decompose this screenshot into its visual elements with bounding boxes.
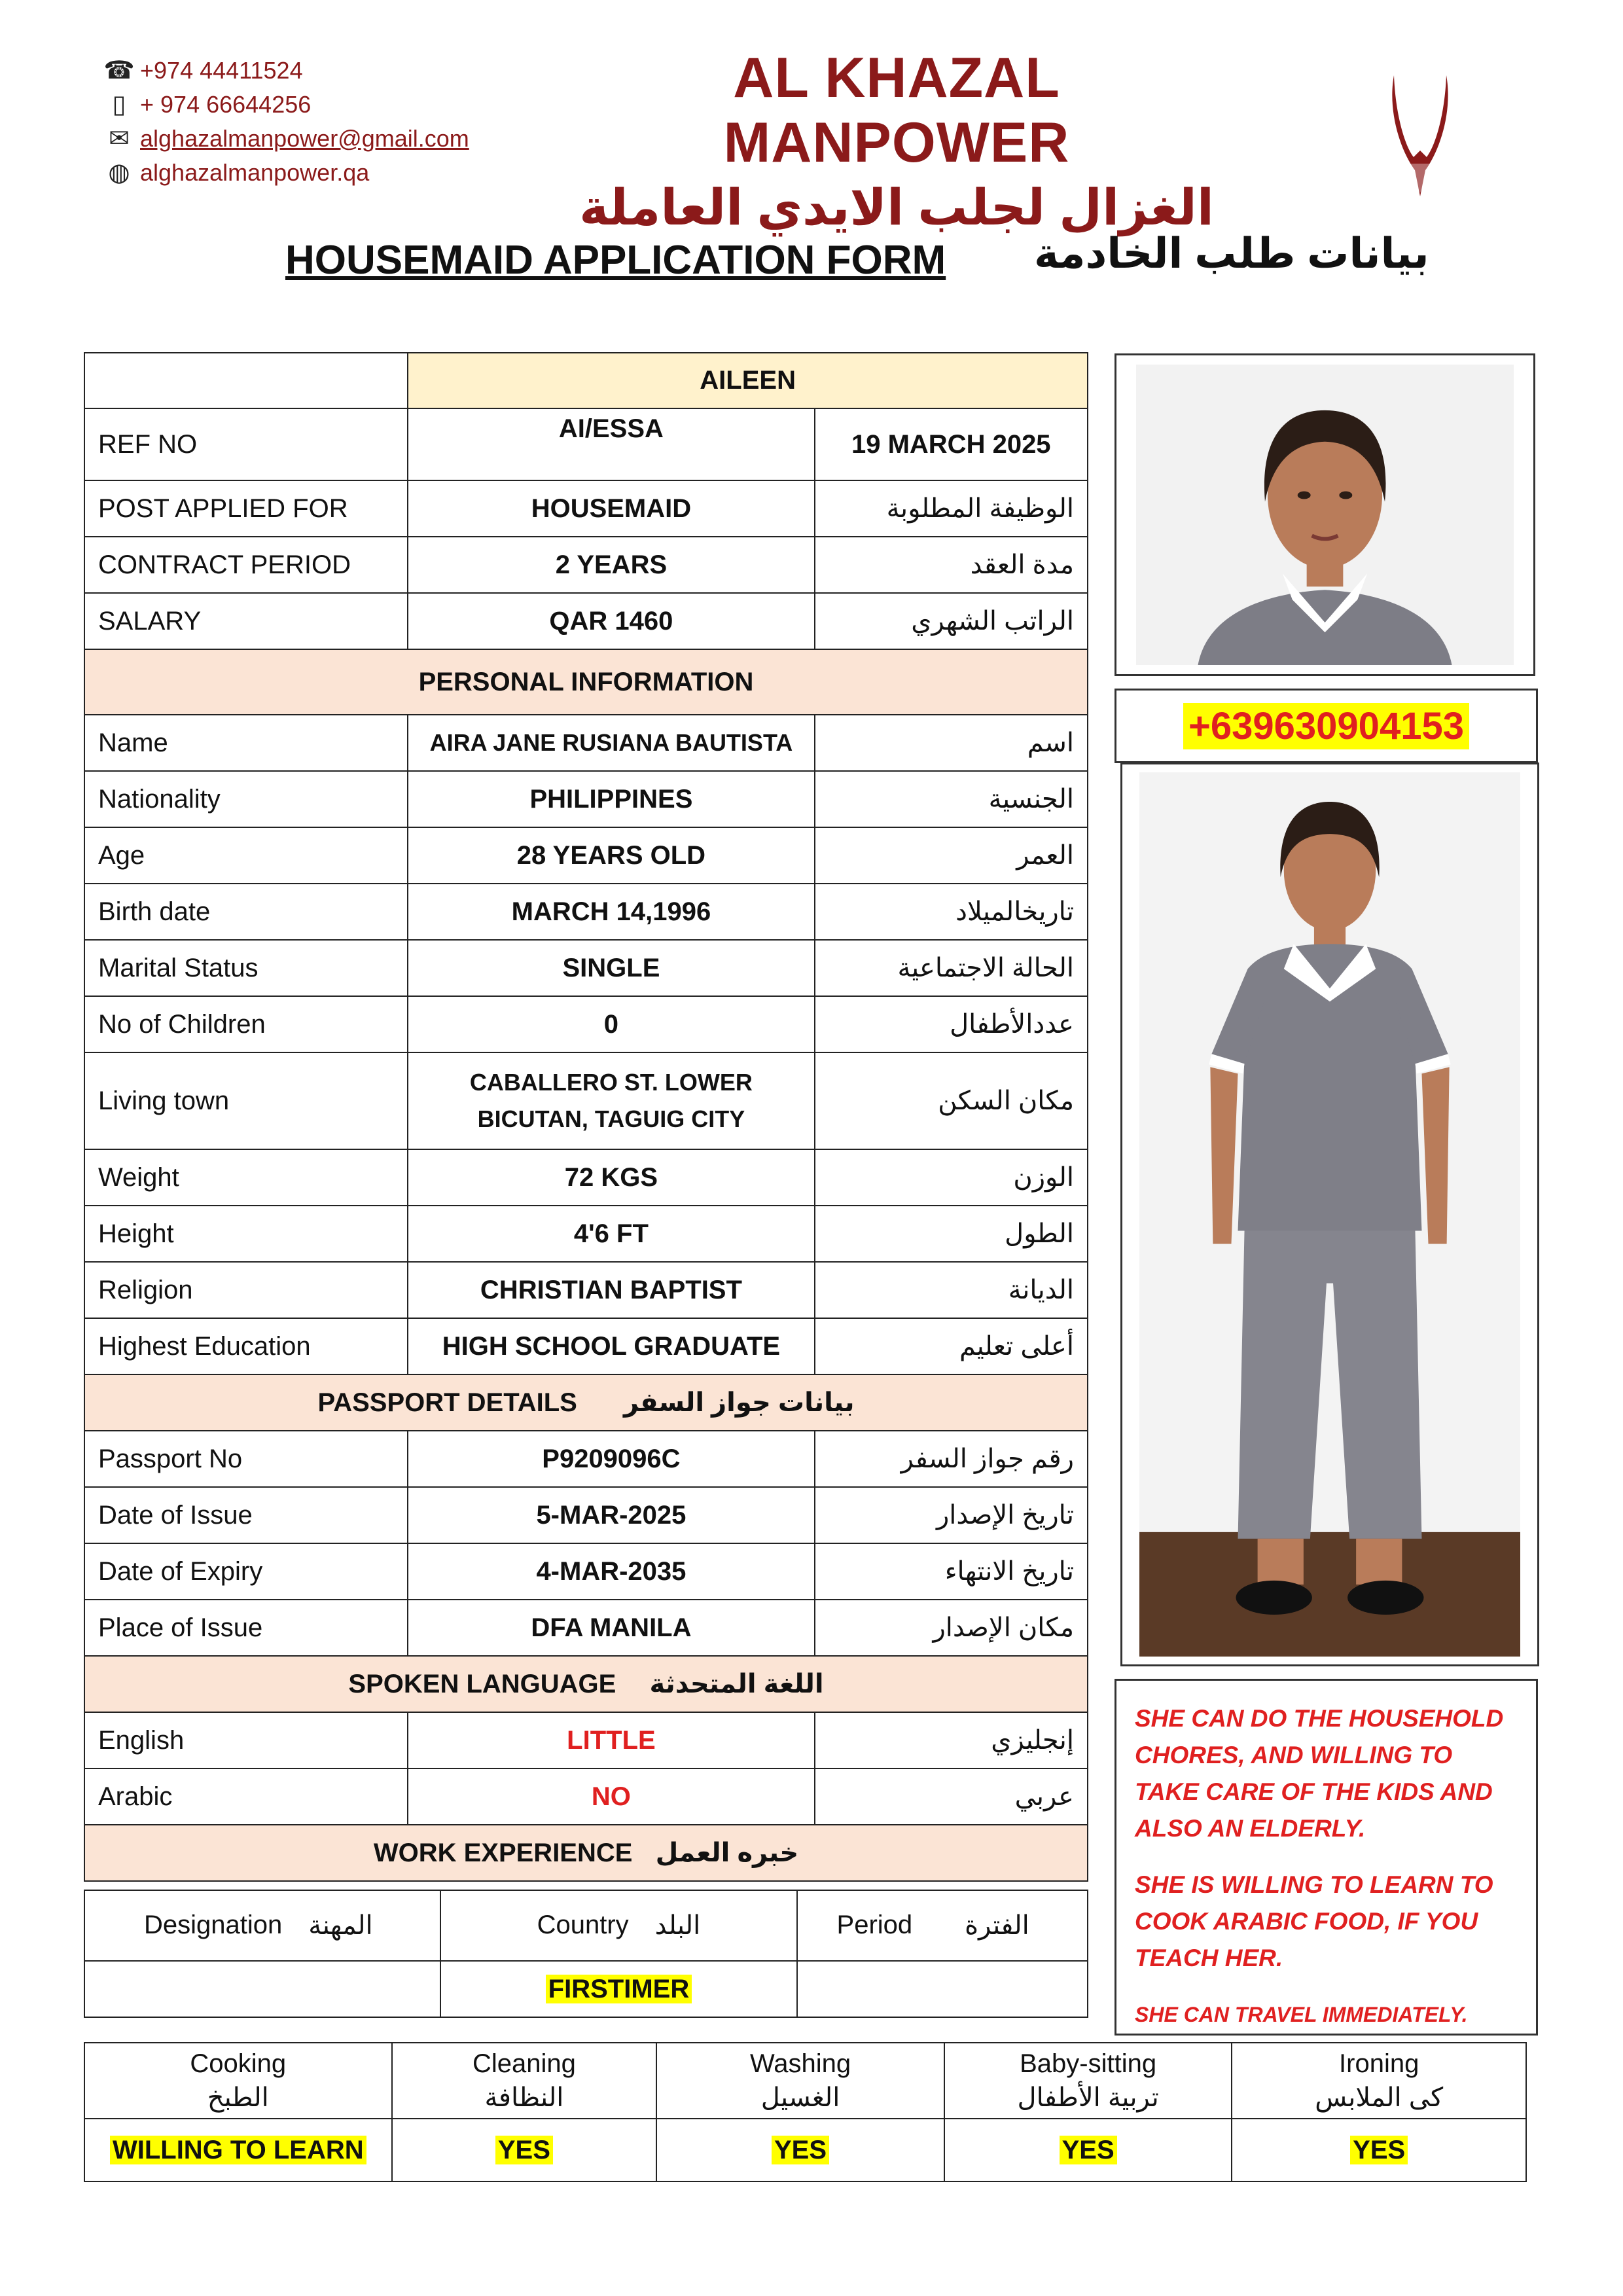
ref-no: AI/ESSA [408, 408, 814, 480]
gazelle-logo-icon [1381, 72, 1459, 203]
contact-website[interactable]: ◍ alghazalmanpower.qa [98, 156, 469, 190]
table-row: POST APPLIED FOR HOUSEMAID الوظيفة المطلوبة [84, 480, 1088, 537]
table-row: Place of Issue DFA MANILA مكان الإصدار [84, 1600, 1088, 1656]
candidate-notes [1115, 1679, 1538, 2036]
skill-washing: Washing الغسيل [656, 2043, 944, 2119]
envelope-icon: ✉ [109, 125, 130, 152]
table-row: No of Children 0 عددالأطفال [84, 996, 1088, 1052]
mobile-phone-icon: ▯ [112, 91, 126, 118]
phone-number: +639630904153 [1183, 703, 1469, 749]
candidate-code-name: AILEEN [408, 353, 1088, 408]
skill-ironing: Ironing كى الملابس [1232, 2043, 1526, 2119]
skill-cooking-value: WILLING TO LEARN [84, 2119, 392, 2181]
table-row: Birth date MARCH 14,1996 تاريخالميلاد [84, 884, 1088, 940]
headshot-photo-frame [1115, 353, 1535, 676]
company-name-en: AL KHAZAL MANPOWER [723, 46, 1070, 174]
contact-phone1: ☎ +974 44411524 [98, 54, 469, 88]
work-experience-table [84, 1890, 1088, 2018]
note-3: SHE CAN TRAVEL IMMEDIATELY. [1135, 2003, 1468, 2026]
passport-header: PASSPORT DETAILS بيانات جواز السفر [84, 1374, 1088, 1431]
form-title-en: HOUSEMAID APPLICATION FORM [285, 238, 946, 283]
ref-label: REF NO [84, 408, 408, 480]
designation-col: Designation المهنة [84, 1890, 440, 1961]
globe-icon: ◍ [108, 159, 130, 187]
table-row: CONTRACT PERIOD 2 YEARS مدة العقد [84, 537, 1088, 593]
period-col: Period الفترة [797, 1890, 1088, 1961]
table-row: Living town CABALLERO ST. LOWER BICUTAN, TAGUIG CITY مكان السكن [84, 1052, 1088, 1149]
headshot-photo [1136, 365, 1514, 665]
application-table [84, 352, 1088, 1882]
table-row: Arabic NO عربي [84, 1768, 1088, 1825]
table-row: SALARY QAR 1460 الراتب الشهري [84, 593, 1088, 649]
table-row: Date of Issue 5-MAR-2025 تاريخ الإصدار [84, 1487, 1088, 1543]
contact-block [98, 54, 469, 190]
designation-value [84, 1961, 440, 2017]
note-2: SHE IS WILLING TO LEARN TO COOK ARABIC FOOD, IF YOU TEACH HER. [1135, 1871, 1493, 1971]
table-row: English LITTLE إنجليزي [84, 1712, 1088, 1768]
contact-email[interactable]: ✉ alghazalmanpower@gmail.com [98, 122, 469, 156]
company-brand [569, 46, 1224, 236]
form-title-ar: بيانات طلب الخادمة [1034, 230, 1429, 277]
phone-number-box [1115, 689, 1538, 763]
table-row: Date of Expiry 4-MAR-2035 تاريخ الانتهاء [84, 1543, 1088, 1600]
table-row: Weight 72 KGS الوزن [84, 1149, 1088, 1206]
blank-cell [84, 353, 408, 408]
application-date: 19 MARCH 2025 [815, 408, 1088, 480]
table-row: Nationality PHILIPPINES الجنسية [84, 771, 1088, 827]
contact-phone2: ▯ + 974 66644256 [98, 88, 469, 122]
note-1: SHE CAN DO THE HOUSEHOLD CHORES, AND WILLING TO TAKE CARE OF THE KIDS AND ALSO AN ELDERLY. [1135, 1705, 1504, 1842]
table-row: Passport No P9209096C رقم جواز السفر [84, 1431, 1088, 1487]
language-header: SPOKEN LANGUAGE اللغة المتحدثة [84, 1656, 1088, 1712]
table-row: Religion CHRISTIAN BAPTIST الديانة [84, 1262, 1088, 1318]
telephone-icon: ☎ [103, 57, 135, 84]
table-row: Marital Status SINGLE الحالة الاجتماعية [84, 940, 1088, 996]
skill-babysitting-value: YES [944, 2119, 1232, 2181]
personal-info-header: PERSONAL INFORMATION [84, 649, 1088, 715]
skills-table [84, 2042, 1527, 2182]
skill-cleaning-value: YES [392, 2119, 657, 2181]
fullbody-photo [1139, 772, 1520, 1657]
table-row: Age 28 YEARS OLD العمر [84, 827, 1088, 884]
country-col: Country البلد [440, 1890, 796, 1961]
period-value [797, 1961, 1088, 2017]
work-experience-header: WORK EXPERIENCE خبره العمل [84, 1825, 1088, 1881]
skill-ironing-value: YES [1232, 2119, 1526, 2181]
skill-washing-value: YES [656, 2119, 944, 2181]
table-row: Highest Education HIGH SCHOOL GRADUATE أعلى تعليم [84, 1318, 1088, 1374]
skill-babysitting: Baby-sitting تربية الأطفال [944, 2043, 1232, 2119]
table-row: Height 4'6 FT الطول [84, 1206, 1088, 1262]
skill-cooking: Cooking الطبخ [84, 2043, 392, 2119]
work-value: FIRSTIMER [440, 1961, 796, 2017]
company-name-ar: الغزال لجلب الايدي العاملة [579, 180, 1214, 236]
skill-cleaning: Cleaning النظافة [392, 2043, 657, 2119]
fullbody-photo-frame [1120, 762, 1539, 1666]
table-row: Name AIRA JANE RUSIANA BAUTISTA اسم [84, 715, 1088, 771]
